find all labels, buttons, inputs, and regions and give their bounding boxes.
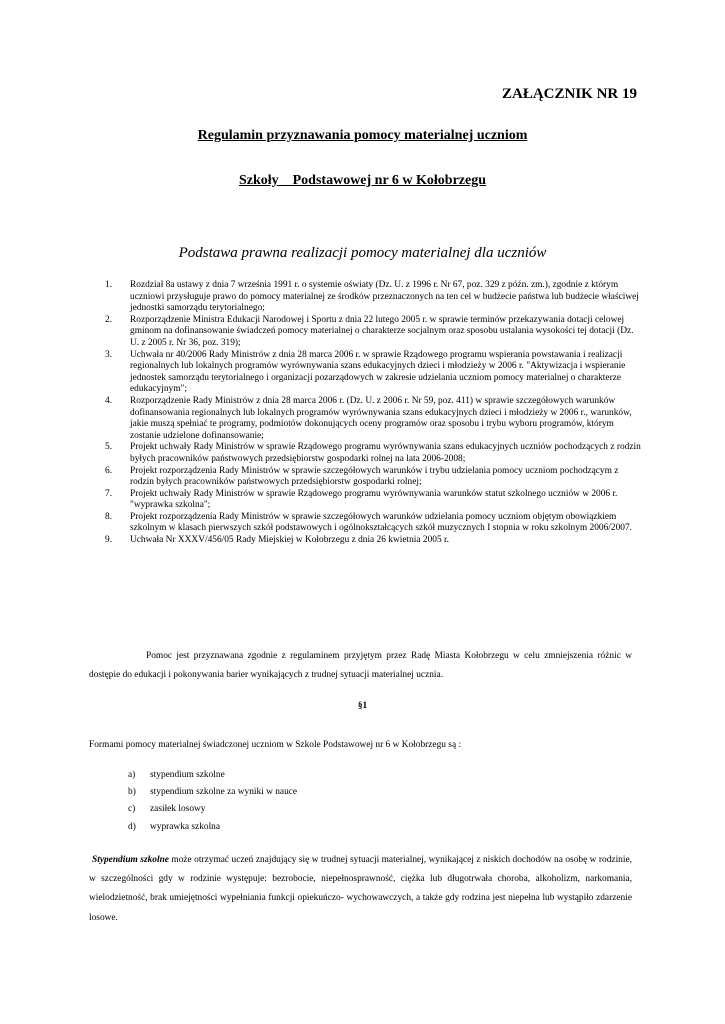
list-item bbox=[101, 512, 641, 535]
list-item-text: zasiłek losowy bbox=[150, 804, 206, 815]
regulation-title: Regulamin przyznawania pomocy materialnej uczniom bbox=[197, 128, 528, 143]
list-item bbox=[128, 767, 297, 784]
list-item-number: 7. bbox=[105, 488, 113, 499]
list-item-letter: a) bbox=[128, 770, 136, 780]
annex-heading: ZAŁĄCZNIK NR 19 bbox=[501, 86, 637, 102]
list-item-text: Uchwała nr 40/2006 Rady Ministrów z dnia 28 marca 2006 r. w sprawie Rządowego programu wspierania powstawania i realizacji regionalnych lub lokalnych programów wyrównywania szans edukacyjnych dzieci i młodzieży w 2006 r. "Aktywizacja i wspieranie jednostek samorządu terytorialnego i organizacji pozarządowych w zakresie udzielania uczniom pomocy materialnej o charakterze edukacyjnym"; bbox=[130, 349, 626, 395]
list-item-text: Rozdział 8a ustawy z dnia 7 września 1991 r. o systemie oświaty (Dz. U. z 1996 r. Nr 67, poz. 329 z późn. zm.), zgodnie z którym uczniowi przysługuje prawo do pomocy materialnej ze środków przeznaczonych na ten cel w budżecie państwa lub budżecie właściwej jednostki samorządu terytorialnego; bbox=[130, 280, 639, 314]
list-item-number: 2. bbox=[105, 314, 113, 325]
school-name-title: Szkoły Podstawowej nr 6 w Kołobrzegu bbox=[238, 173, 487, 188]
list-item bbox=[128, 784, 297, 801]
list-item bbox=[101, 315, 641, 350]
list-item bbox=[101, 350, 641, 396]
forms-of-aid-list bbox=[128, 767, 297, 836]
list-item bbox=[101, 280, 641, 315]
list-item-number: 8. bbox=[105, 511, 113, 522]
list-item-text: Uchwała Nr XXXV/456/05 Rady Miejskiej w Kołobrzegu z dnia 26 kwietnia 2005 r. bbox=[130, 535, 449, 546]
stypendium-term: Stypendium szkolne bbox=[92, 855, 169, 865]
list-item-letter: b) bbox=[128, 787, 136, 798]
list-item-text: stypendium szkolne za wyniki w nauce bbox=[150, 787, 298, 798]
list-item bbox=[101, 396, 641, 442]
list-item-text: Projekt uchwały Rady Ministrów w sprawie Rządowego programu wyrównywania szans edukacyjnych uczniów pochodzących z rodzin byłych pracowników państwowych przedsiębiorstw gospodarki rolnej na lata 2006-2008; bbox=[130, 442, 641, 464]
list-item-text: Projekt rozporządzenia Rady Ministrów w sprawie szczegółowych warunków i trybu udzielania pomocy uczniom pochodzącym z rodzin byłych pracowników państwowych przedsiębiorstw gospodarki rolnej; bbox=[130, 465, 619, 488]
list-item-number: 5. bbox=[105, 442, 113, 453]
list-item-text: Projekt uchwały Rady Ministrów w sprawie Rządowego programu wyrównywania warunków statut szkolnego uczniów w 2006 r. "wyprawka szkolna"; bbox=[130, 488, 618, 511]
list-item-number: 1. bbox=[105, 280, 113, 290]
list-item-text: Rozporządzenie Rady Ministrów z dnia 28 marca 2006 r. (Dz. U. z 2006 r. Nr 59, poz. 411) w sprawie szczegółowych warunków dofinansowania regionalnych lub lokalnych programów wyrównywania szans edukacyjnych dzieci i młodzieży w 2006 r., warunków, jakie muszą spełniać te programy, podmiotów dokonujących oceny programów oraz sposobu i trybu wyboru programów, którym zostanie udzielone dofinansowanie; bbox=[130, 395, 632, 441]
stypendium-paragraph bbox=[89, 851, 632, 928]
list-item-letter: d) bbox=[128, 821, 136, 832]
list-item-letter: c) bbox=[128, 804, 136, 815]
list-item-number: 4. bbox=[105, 395, 113, 406]
list-item-text: stypendium szkolne bbox=[150, 770, 225, 780]
list-item-number: 3. bbox=[105, 349, 113, 360]
list-item bbox=[128, 819, 297, 836]
list-item-number: 9. bbox=[105, 535, 113, 546]
legal-basis-heading: Podstawa prawna realizacji pomocy materialnej dla uczniów bbox=[178, 245, 547, 261]
list-item bbox=[101, 489, 641, 512]
legal-basis-list bbox=[101, 280, 641, 547]
forms-intro-paragraph: Formami pomocy materialnej świadczonej uczniom w Szkole Podstawowej nr 6 w Kołobrzegu są : bbox=[89, 740, 462, 750]
list-item bbox=[128, 801, 297, 818]
list-item-text: Projekt rozporządzenia Rady Ministrów w sprawie szczegółowych warunków udzielania pomocy uczniom objętym obowiązkiem szkolnym w klasach pierwszych szkół podstawowych i ogólnokształcących szkół muzycznych I stopnia w roku szkolnym 2006/2007. bbox=[130, 511, 632, 534]
list-item bbox=[101, 535, 641, 547]
stypendium-description: może otrzymać uczeń znajdujący się w trudnej sytuacji materialnej, wynikającej z niskich dochodów na osobę w rodzinie, w szczególności gdy w rodzinie występuje: bezrobocie, niepełnosprawność, ciężka lub długotrwała choroba, alkoholizm, narkomania, wielodzietność, brak umiejętności wypełniania funkcji opiekuńczo- wychowawczych, a także gdy rodzina jest niepełna lub wystąpiło zdarzenie losowe. bbox=[89, 855, 632, 923]
list-item-text: Rozporządzenie Ministra Edukacji Narodowej i Sportu z dnia 22 lutego 2005 r. w sprawie terminów przekazywania dotacji celowej gminom na dofinansowanie świadczeń pomocy materialnej o charakterze socjalnym oraz sposobu ustalania wysokości tej dotacji (Dz. U. z 2005 r. Nr 36, poz. 319); bbox=[130, 314, 634, 348]
list-item bbox=[101, 466, 641, 489]
list-item-text: wyprawka szkolna bbox=[150, 821, 221, 832]
list-item-number: 6. bbox=[105, 465, 113, 476]
section-marker: §1 bbox=[357, 701, 368, 711]
list-item bbox=[101, 442, 641, 465]
intro-paragraph: Pomoc jest przyznawana zgodnie z regulaminem przyjętym przez Radę Miasta Kołobrzegu w celu zmniejszenia różnic w dostępie do edukacji i pokonywania barier wynikających z trudnej sytuacji materialnej ucznia. bbox=[89, 651, 632, 680]
